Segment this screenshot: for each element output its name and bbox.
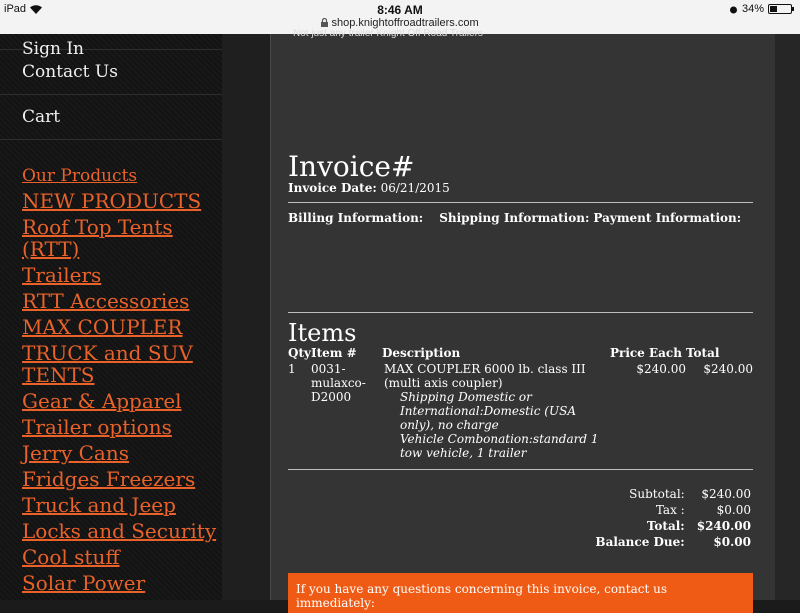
col-price-each: Price Each bbox=[609, 346, 682, 360]
invoice-date-value: 06/21/2015 bbox=[380, 181, 450, 195]
invoice-date bbox=[288, 181, 450, 195]
cart-link[interactable]: Cart bbox=[22, 107, 61, 127]
option-shipping: Shipping Domestic or International:Domestic (USA only), no charge bbox=[399, 390, 576, 432]
category-roof-top-tents[interactable]: Roof Top Tents (RTT) bbox=[22, 215, 173, 261]
our-products-link[interactable]: Our Products bbox=[22, 166, 138, 186]
contact-notice: If you have any questions concerning this invoice, contact us immediately: bbox=[288, 573, 753, 613]
total-row bbox=[595, 519, 751, 535]
option-vehicle: Vehicle Combonation:standard 1 tow vehicle, 1 trailer bbox=[399, 432, 599, 460]
shipping-info-label: Shipping Information: bbox=[439, 211, 590, 225]
col-qty: Qty bbox=[288, 346, 311, 360]
category-fridges-freezers[interactable]: Fridges Freezers bbox=[22, 467, 196, 491]
battery-percent: 34% bbox=[741, 3, 764, 15]
row-qty: 1 bbox=[288, 362, 296, 376]
lock-icon bbox=[321, 18, 328, 27]
page-gutter bbox=[222, 34, 270, 600]
col-total: Total bbox=[685, 346, 720, 360]
category-truck-suv-tents[interactable]: TRUCK and SUV TENTS bbox=[22, 341, 193, 387]
category-cool-stuff[interactable]: Cool stuff bbox=[22, 545, 120, 569]
balance-row bbox=[595, 535, 751, 551]
col-item: Item # bbox=[310, 346, 357, 360]
clock: 8:46 AM bbox=[377, 3, 423, 17]
battery-icon bbox=[768, 4, 792, 14]
totals-table bbox=[595, 487, 751, 551]
battery-level bbox=[770, 6, 777, 12]
total-label: Total: bbox=[646, 519, 685, 533]
divider bbox=[288, 312, 753, 313]
total-value: $240.00 bbox=[696, 519, 751, 533]
sidebar-item-cart[interactable] bbox=[0, 95, 222, 140]
row-total: $240.00 bbox=[703, 362, 753, 376]
tax-value: $0.00 bbox=[716, 503, 751, 517]
category-jerry-cans[interactable]: Jerry Cans bbox=[22, 441, 130, 465]
row-item-number: 0031-mulaxco-D2000 bbox=[310, 362, 366, 404]
category-trailers[interactable]: Trailers bbox=[22, 263, 102, 287]
url-text: shop.knightoffroadtrailers.com bbox=[331, 17, 479, 29]
category-gear-apparel[interactable]: Gear & Apparel bbox=[22, 389, 182, 413]
row-description bbox=[382, 360, 610, 460]
sign-in-link[interactable]: Sign In bbox=[22, 39, 84, 59]
items-table bbox=[288, 344, 753, 460]
category-max-coupler[interactable]: MAX COUPLER bbox=[22, 315, 183, 339]
category-new-products[interactable]: NEW PRODUCTS bbox=[22, 189, 202, 213]
table-row bbox=[288, 360, 753, 460]
items-heading: Items bbox=[288, 319, 357, 347]
subtotal-label: Subtotal: bbox=[629, 487, 685, 501]
category-rtt-accessories[interactable]: RTT Accessories bbox=[22, 289, 190, 313]
payment-info-label: Payment Information: bbox=[593, 211, 742, 225]
billing-info-label: Billing Information: bbox=[288, 211, 424, 225]
device-label: iPad bbox=[4, 3, 27, 15]
description-text: MAX COUPLER 6000 lb. class III (multi axis coupler) bbox=[383, 362, 586, 390]
row-price-each: $240.00 bbox=[636, 362, 686, 376]
subtotal-value: $240.00 bbox=[701, 487, 751, 501]
category-locks-security[interactable]: Locks and Security bbox=[22, 519, 217, 543]
sidebar-item-sign-in[interactable] bbox=[0, 34, 222, 59]
divider bbox=[288, 202, 753, 203]
divider bbox=[288, 469, 753, 470]
invoice-title: Invoice# bbox=[288, 150, 415, 183]
category-solar-power[interactable]: Solar Power bbox=[22, 571, 146, 595]
status-right bbox=[729, 3, 792, 15]
site-tagline: Not just any trailer Knight Off Road Trailers bbox=[293, 28, 483, 39]
contact-us-link[interactable]: Contact Us bbox=[22, 62, 118, 82]
info-headings bbox=[288, 211, 741, 225]
balance-label: Balance Due: bbox=[595, 535, 685, 549]
col-description: Description bbox=[381, 346, 461, 360]
page-right-edge bbox=[775, 34, 800, 600]
balance-value: $0.00 bbox=[713, 535, 751, 549]
invoice-panel bbox=[270, 28, 775, 610]
items-header-row bbox=[288, 344, 753, 360]
subtotal-row bbox=[595, 487, 751, 503]
tax-label: Tax : bbox=[655, 503, 685, 517]
products-menu bbox=[0, 140, 222, 594]
category-truck-jeep[interactable]: Truck and Jeep bbox=[22, 493, 176, 517]
alarm-icon bbox=[729, 5, 738, 14]
sidebar bbox=[0, 34, 222, 600]
category-trailer-options[interactable]: Trailer options bbox=[22, 415, 172, 439]
tax-row bbox=[595, 503, 751, 519]
invoice-date-label: Invoice Date: bbox=[288, 181, 377, 195]
